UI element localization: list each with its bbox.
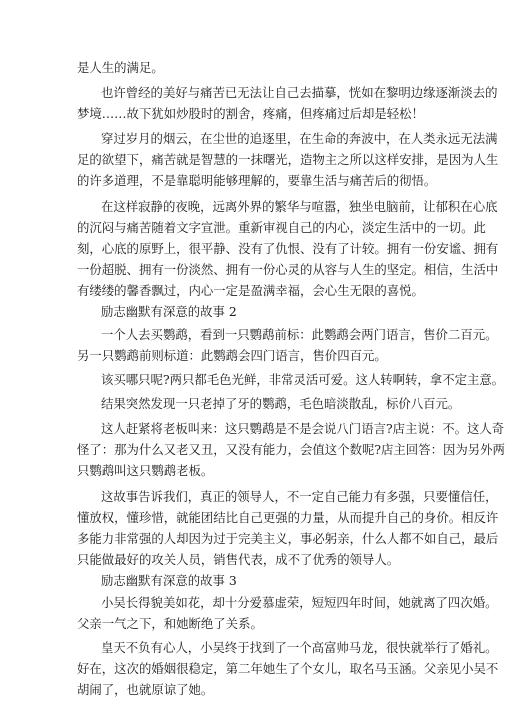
section-heading xyxy=(77,301,437,322)
heading-text: 励志幽默有深意的故事 2 xyxy=(101,304,237,319)
text-line: 一份超脱、拥有一份淡然、拥有一份心灵的从容与人生的坚定。相信，生活中 xyxy=(77,262,499,277)
text-line: 只能做最好的攻关人员，销售代表，成不了优秀的领导人。 xyxy=(77,552,400,567)
text-line: 梦境……故下犹如炒股时的割舍，疼痛，但疼痛过后却是轻松！ xyxy=(77,106,424,121)
text-line: 懂放权，懂珍惜，就能团结比自己更强的力量，从而提升自己的身价。相反许 xyxy=(77,510,499,525)
paragraph xyxy=(77,196,499,301)
text-line: 是人生的满足。 xyxy=(77,60,164,75)
paragraph xyxy=(77,369,505,390)
text-line: 这人赶紧将老板叫来：这只鹦鹉是不是会说八门语言?店主说：不。这人奇 xyxy=(101,421,505,436)
paragraph xyxy=(77,486,499,570)
text-line: 刻，心底的原野上，很平静、没有了仇恨、没有了计较。拥有一份安谧、拥有 xyxy=(77,241,499,256)
section-heading xyxy=(77,570,437,591)
paragraph xyxy=(77,57,437,78)
paragraph xyxy=(77,128,499,191)
text-line: 怪了：那为什么又老又丑，又没有能力，会值这个数呢?店主回答：因为另外两 xyxy=(77,442,505,457)
paragraph xyxy=(77,82,498,124)
paragraph xyxy=(77,324,498,366)
text-line: 的沉闷与痛苦随着文字宣泄。重新审视自己的内心，淡定生活中的一切。此 xyxy=(77,220,486,235)
text-line: 皇天不负有心人，小吴终于找到了一个高富帅马龙，很快就举行了婚礼。 xyxy=(101,640,498,655)
text-line: 穿过岁月的烟云，在尘世的追逐里，在生命的奔波中，在人类永远无法满 xyxy=(101,131,498,146)
text-line: 这故事告诉我们，真正的领导人，不一定自己能力有多强，只要懂信任， xyxy=(101,489,498,504)
text-line: 父亲一气之下，和她断绝了关系。 xyxy=(77,616,263,631)
text-line: 的许多道理，不是靠聪明能够理解的，要靠生活与痛苦后的彻悟。 xyxy=(77,173,437,188)
text-line: 一个人去买鹦鹉，看到一只鹦鹉前标：此鹦鹉会两门语言，售价二百元。 xyxy=(101,327,498,342)
heading-text: 励志幽默有深意的故事 3 xyxy=(101,573,237,588)
text-line: 多能力非常强的人却因为过于完美主义，事必躬亲，什么人都不如自己，最后 xyxy=(77,531,499,546)
text-line: 胡闹了，也就原谅了她。 xyxy=(77,682,214,697)
text-line: 小吴长得貌美如花，却十分爱慕虚荣，短短四年时间，她就离了四次婚。 xyxy=(101,595,498,610)
text-line: 有缕缕的馨香飘过，内心一定是盈满幸福，会心生无限的喜悦。 xyxy=(77,283,424,298)
text-line: 足的欲望下，痛苦就是智慧的一抹曙光，造物主之所以这样安排，是因为人生 xyxy=(77,152,499,167)
paragraph xyxy=(77,592,498,634)
text-line: 只鹦鹉叫这只鹦鹉老板。 xyxy=(77,463,214,478)
text-line: 在这样寂静的夜晚，远离外界的繁华与喧嚣，独坐电脑前，让郁积在心底 xyxy=(101,199,498,214)
text-line: 另一只鹦鹉前则标道：此鹦鹉会四门语言，售价四百元。 xyxy=(77,348,387,363)
text-line: 也许曾经的美好与痛苦已无法让自己去描摹，恍如在黎明边缘逐渐淡去的 xyxy=(101,85,498,100)
text-line: 结果突然发现一只老掉了牙的鹦鹉，毛色暗淡散乱，标价八百元。 xyxy=(101,396,461,411)
paragraph xyxy=(77,637,499,700)
text-line: 好在，这次的婚姻很稳定，第二年她生了个女儿，取名马玉涵。父亲见小吴不 xyxy=(77,661,499,676)
paragraph xyxy=(77,418,505,481)
paragraph xyxy=(77,393,461,414)
text-line: 该买哪只呢?两只都毛色光鲜，非常灵活可爱。这人转啊转，拿不定主意。 xyxy=(101,372,505,387)
